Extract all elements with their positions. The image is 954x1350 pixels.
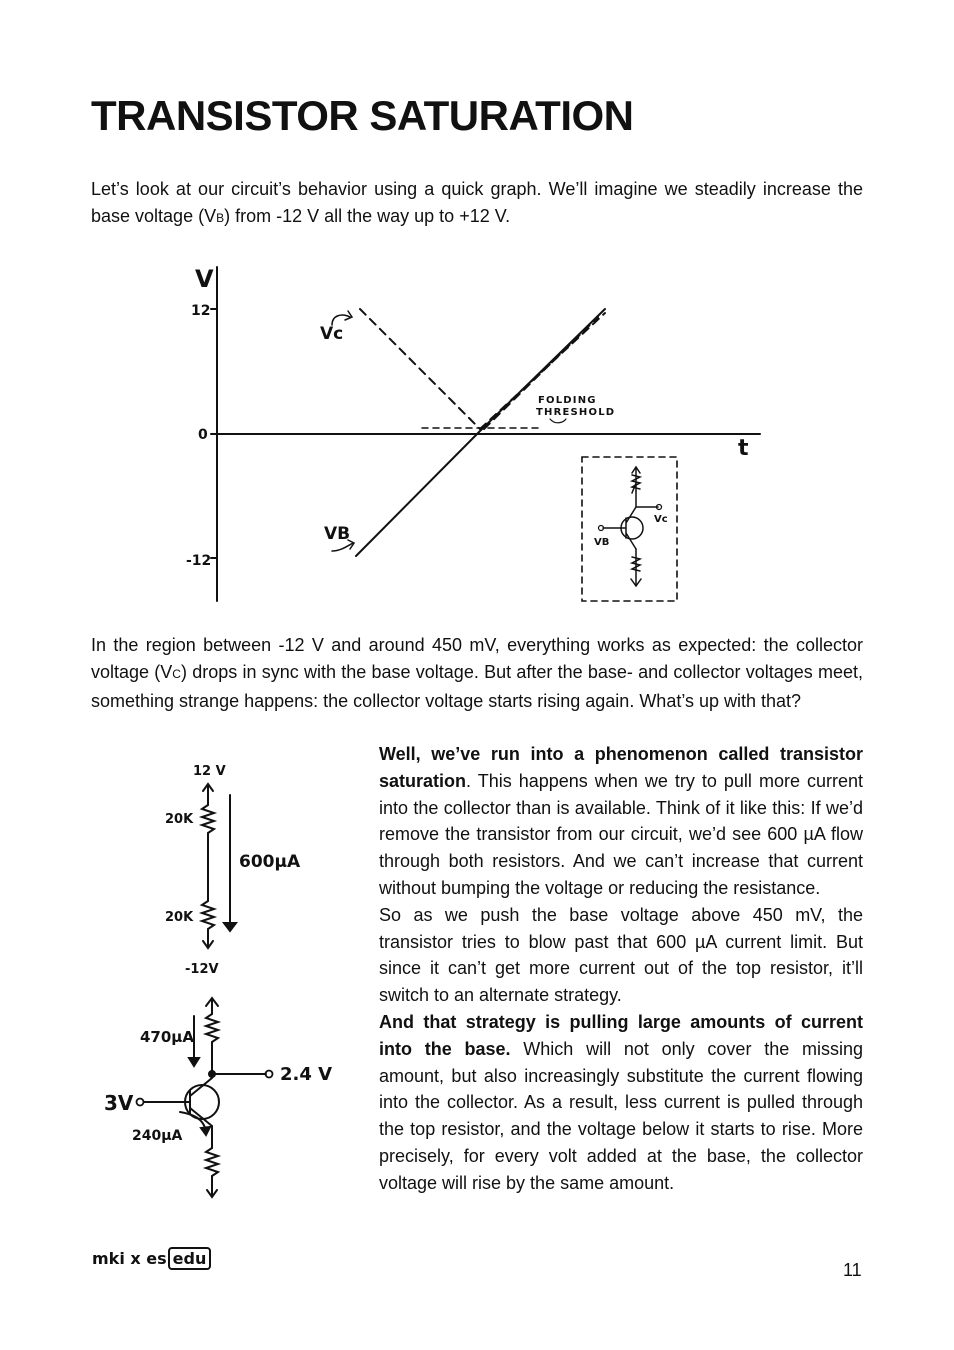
limit-paragraph: So as we push the base voltage above 450 mV, the transistor tries to blow past that 600 µA current limit. But since it can’t get more current out of the top resistor, it’ll switch to an alternate strategy. — [379, 904, 863, 1006]
saturation-circuit — [100, 992, 340, 1212]
graph-x-label: t — [738, 436, 749, 461]
page-title: TRANSISTOR SATURATION — [91, 92, 634, 139]
vc-line — [360, 309, 480, 429]
inset-vb-label: VB — [594, 537, 610, 548]
saturation-paragraph: Well, we’ve run into a phenomenon called transistor saturation. This happens when we try to pull more current into the collector than is available. Think of it like this: If we’d remove the transistor from our circuit, we’d see 600 µA flow through both resistors. And we can’t increase that current without bumping the voltage or reducing the resistance. — [379, 744, 863, 898]
intro-paragraph: Let’s look at our circuit’s behavior using a quick graph. We’ll imagine we steadily increase the base voltage (VB) from -12 V all the way up to +12 V. — [91, 179, 863, 226]
graph-vc-label: Vc — [320, 324, 344, 344]
graph-y-label: V — [195, 265, 214, 293]
page-number: 11 — [843, 1260, 862, 1280]
input-voltage-label: 3V — [104, 1091, 134, 1115]
divider-r1-label: 20K — [165, 812, 194, 827]
collector-current-label: 470µA — [140, 1028, 194, 1046]
graph-tick-m12: -12 — [186, 553, 212, 569]
output-voltage-label: 2.4 V — [280, 1064, 333, 1085]
folding-threshold-label-1: FOLDING — [538, 395, 597, 406]
divider-current-label: 600µA — [239, 852, 301, 872]
graph-tick-0: 0 — [198, 427, 208, 443]
divider-r2-label: 20K — [165, 910, 194, 925]
strategy-paragraph: And that strategy is pulling large amounts of current into the base. Which will not only cover the missing amount, but also increasingly substitute the current flowing into the collector. As a result, less current is pulled through the top resistor, and the voltage below it starts to rise. More precisely, for every volt added at the base, the collector voltage will rise by the same amount. — [379, 1011, 864, 1193]
voltage-graph — [180, 255, 780, 615]
inset-vc-label: Vc — [654, 514, 668, 525]
explanation-column — [379, 741, 863, 1197]
base-current-label: 240µA — [132, 1128, 183, 1144]
analysis-paragraph: In the region between -12 V and around 450 mV, everything works as expected: the collector voltage (VC) drops in sync with the base voltage. But after the base- and collector voltages meet, something strange happens: the collector voltage starts rising again. What’s up with that? — [91, 635, 863, 711]
inset-box — [582, 457, 677, 601]
divider-top-label: 12 V — [193, 764, 226, 779]
divider-bottom-label: -12V — [185, 962, 219, 977]
folding-threshold-label-2: THRESHOLD — [536, 407, 616, 418]
footer-logo: mki x es edu — [92, 1249, 211, 1268]
divider-circuit — [155, 755, 305, 977]
graph-vb-label: VB — [324, 524, 351, 544]
graph-tick-12: 12 — [191, 303, 211, 319]
